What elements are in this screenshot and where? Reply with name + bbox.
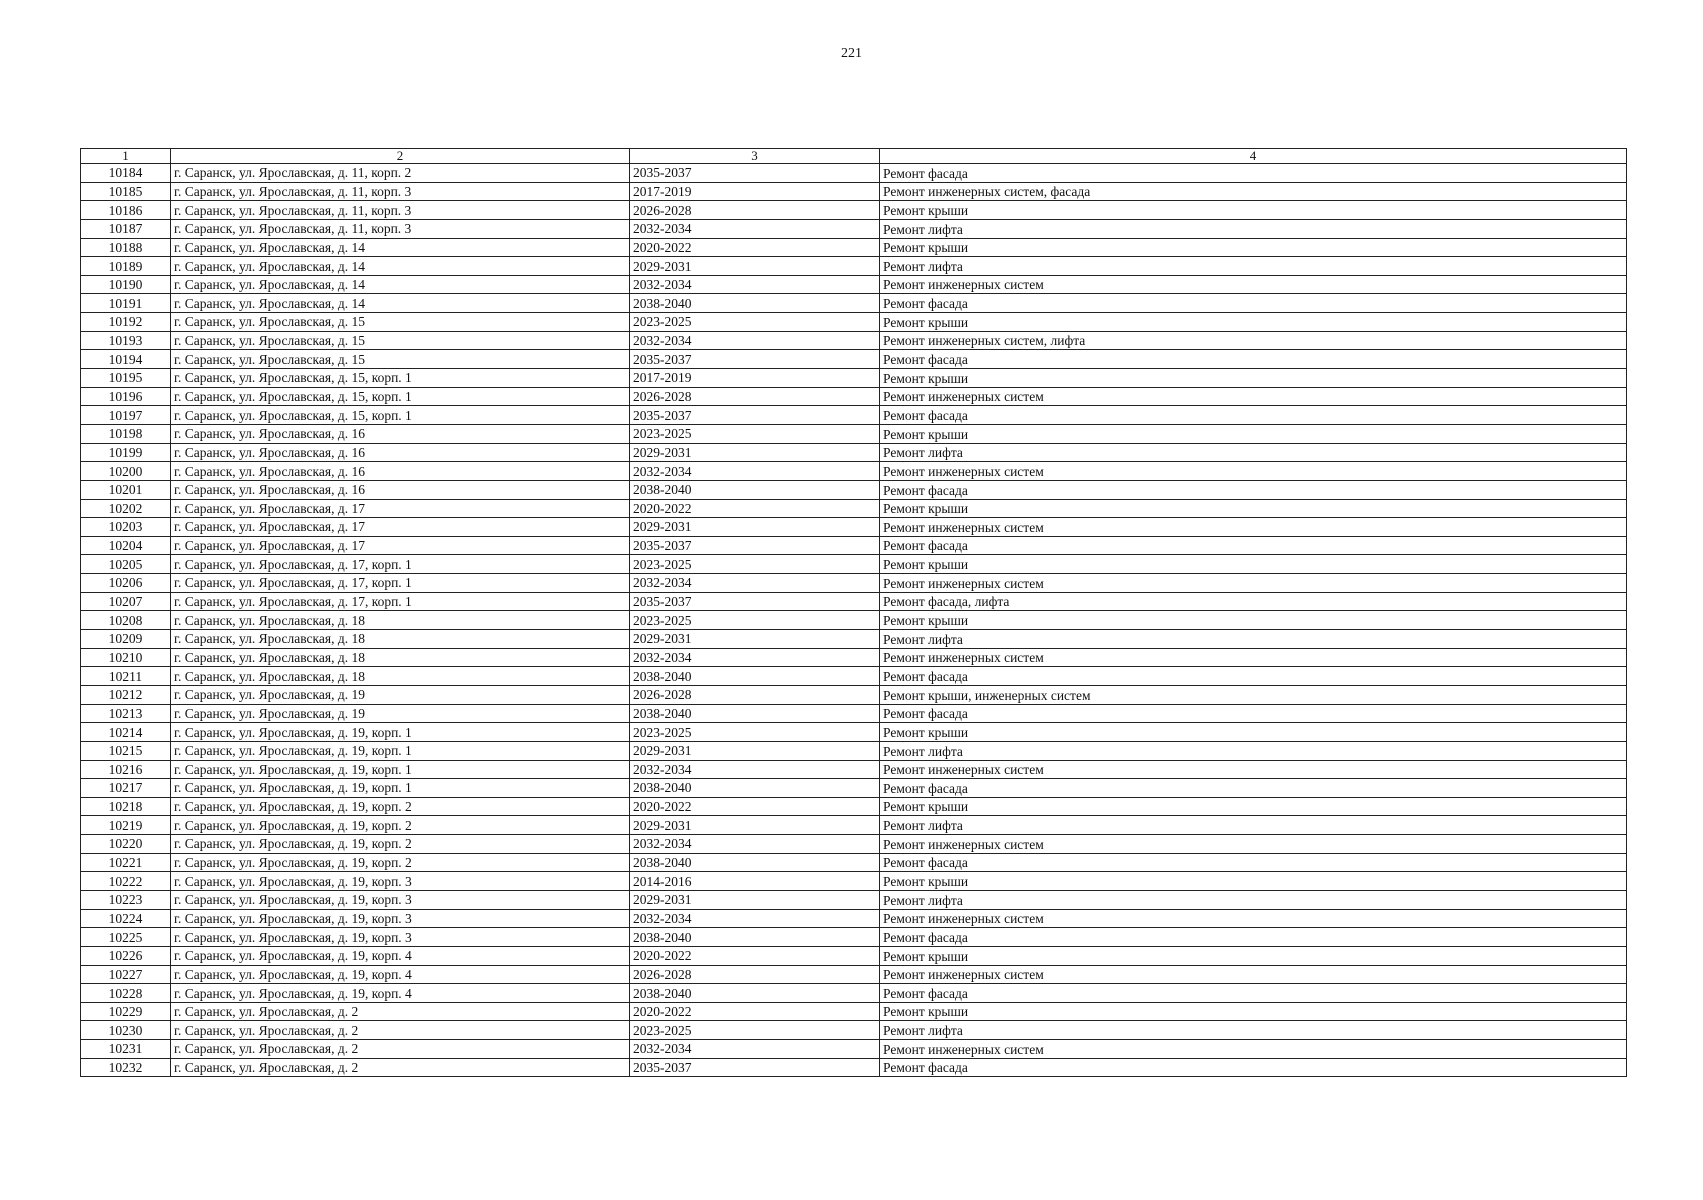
period-cell: 2029-2031 [630, 257, 880, 276]
work-type-cell: Ремонт лифта [880, 741, 1627, 760]
address-cell: г. Саранск, ул. Ярославская, д. 17, корп. 1 [171, 592, 630, 611]
row-number-cell: 10207 [81, 592, 171, 611]
period-cell: 2020-2022 [630, 499, 880, 518]
table-row [81, 685, 1627, 704]
row-number-cell: 10226 [81, 946, 171, 965]
address-cell: г. Саранск, ул. Ярославская, д. 19, корп. 2 [171, 835, 630, 854]
period-cell: 2017-2019 [630, 182, 880, 201]
table-row [81, 630, 1627, 649]
address-cell: г. Саранск, ул. Ярославская, д. 18 [171, 611, 630, 630]
row-number-cell: 10209 [81, 630, 171, 649]
table-row [81, 946, 1627, 965]
work-type-cell: Ремонт фасада [880, 984, 1627, 1003]
row-number-cell: 10227 [81, 965, 171, 984]
work-type-cell: Ремонт фасада [880, 350, 1627, 369]
address-cell: г. Саранск, ул. Ярославская, д. 16 [171, 480, 630, 499]
work-type-cell: Ремонт лифта [880, 816, 1627, 835]
page-number: 221 [841, 46, 862, 61]
work-type-cell: Ремонт лифта [880, 443, 1627, 462]
table-row [81, 872, 1627, 891]
row-number-cell: 10184 [81, 164, 171, 183]
table-row [81, 238, 1627, 257]
row-number-cell: 10211 [81, 667, 171, 686]
row-number-cell: 10204 [81, 536, 171, 555]
address-cell: г. Саранск, ул. Ярославская, д. 14 [171, 238, 630, 257]
period-cell: 2020-2022 [630, 946, 880, 965]
period-cell: 2020-2022 [630, 797, 880, 816]
row-number-cell: 10197 [81, 406, 171, 425]
address-cell: г. Саранск, ул. Ярославская, д. 17 [171, 499, 630, 518]
address-cell: г. Саранск, ул. Ярославская, д. 15, корп. 1 [171, 406, 630, 425]
period-cell: 2035-2037 [630, 1058, 880, 1077]
table-row [81, 1021, 1627, 1040]
table-row [81, 164, 1627, 183]
address-cell: г. Саранск, ул. Ярославская, д. 19, корп. 2 [171, 816, 630, 835]
period-cell: 2023-2025 [630, 723, 880, 742]
row-number-cell: 10231 [81, 1040, 171, 1059]
period-cell: 2026-2028 [630, 201, 880, 220]
work-type-cell: Ремонт инженерных систем [880, 387, 1627, 406]
work-type-cell: Ремонт крыши [880, 555, 1627, 574]
address-cell: г. Саранск, ул. Ярославская, д. 16 [171, 462, 630, 481]
period-cell: 2032-2034 [630, 835, 880, 854]
address-cell: г. Саранск, ул. Ярославская, д. 19, корп. 2 [171, 853, 630, 872]
row-number-cell: 10230 [81, 1021, 171, 1040]
period-cell: 2038-2040 [630, 928, 880, 947]
table-row [81, 536, 1627, 555]
address-cell: г. Саранск, ул. Ярославская, д. 19 [171, 704, 630, 723]
table-row [81, 835, 1627, 854]
work-type-cell: Ремонт инженерных систем [880, 760, 1627, 779]
period-cell: 2038-2040 [630, 853, 880, 872]
address-cell: г. Саранск, ул. Ярославская, д. 19, корп. 1 [171, 760, 630, 779]
period-cell: 2035-2037 [630, 592, 880, 611]
table-row [81, 853, 1627, 872]
row-number-cell: 10195 [81, 369, 171, 388]
address-cell: г. Саранск, ул. Ярославская, д. 17 [171, 518, 630, 537]
table-row [81, 611, 1627, 630]
row-number-cell: 10224 [81, 909, 171, 928]
period-cell: 2026-2028 [630, 387, 880, 406]
work-type-cell: Ремонт крыши, инженерных систем [880, 685, 1627, 704]
row-number-cell: 10229 [81, 1002, 171, 1021]
table-row [81, 574, 1627, 593]
period-cell: 2038-2040 [630, 667, 880, 686]
table-row [81, 294, 1627, 313]
table-row [81, 723, 1627, 742]
work-type-cell: Ремонт фасада [880, 779, 1627, 798]
table-row [81, 350, 1627, 369]
address-cell: г. Саранск, ул. Ярославская, д. 18 [171, 667, 630, 686]
table-row [81, 779, 1627, 798]
table-row [81, 201, 1627, 220]
period-cell: 2029-2031 [630, 443, 880, 462]
period-cell: 2029-2031 [630, 890, 880, 909]
address-cell: г. Саранск, ул. Ярославская, д. 15 [171, 331, 630, 350]
work-type-cell: Ремонт фасада [880, 406, 1627, 425]
address-cell: г. Саранск, ул. Ярославская, д. 11, корп. 3 [171, 182, 630, 201]
address-cell: г. Саранск, ул. Ярославская, д. 19, корп. 2 [171, 797, 630, 816]
work-type-cell: Ремонт крыши [880, 872, 1627, 891]
work-type-cell: Ремонт лифта [880, 630, 1627, 649]
table-row [81, 797, 1627, 816]
address-cell: г. Саранск, ул. Ярославская, д. 19, корп. 3 [171, 909, 630, 928]
work-type-cell: Ремонт крыши [880, 797, 1627, 816]
row-number-cell: 10206 [81, 574, 171, 593]
column-header-2: 2 [171, 149, 630, 164]
table-row [81, 257, 1627, 276]
period-cell: 2023-2025 [630, 424, 880, 443]
work-type-cell: Ремонт крыши [880, 424, 1627, 443]
row-number-cell: 10214 [81, 723, 171, 742]
table-row [81, 1040, 1627, 1059]
column-header-4: 4 [880, 149, 1627, 164]
table-row [81, 369, 1627, 388]
address-cell: г. Саранск, ул. Ярославская, д. 2 [171, 1002, 630, 1021]
work-type-cell: Ремонт лифта [880, 890, 1627, 909]
address-cell: г. Саранск, ул. Ярославская, д. 19, корп. 1 [171, 723, 630, 742]
work-type-cell: Ремонт лифта [880, 1021, 1627, 1040]
row-number-cell: 10212 [81, 685, 171, 704]
address-cell: г. Саранск, ул. Ярославская, д. 2 [171, 1021, 630, 1040]
address-cell: г. Саранск, ул. Ярославская, д. 19, корп. 3 [171, 890, 630, 909]
work-type-cell: Ремонт крыши [880, 499, 1627, 518]
work-type-cell: Ремонт фасада [880, 536, 1627, 555]
table-row [81, 984, 1627, 1003]
table-row [81, 816, 1627, 835]
work-type-cell: Ремонт крыши [880, 611, 1627, 630]
row-number-cell: 10203 [81, 518, 171, 537]
work-type-cell: Ремонт крыши [880, 723, 1627, 742]
row-number-cell: 10213 [81, 704, 171, 723]
row-number-cell: 10223 [81, 890, 171, 909]
column-header-3: 3 [630, 149, 880, 164]
address-cell: г. Саранск, ул. Ярославская, д. 19 [171, 685, 630, 704]
row-number-cell: 10188 [81, 238, 171, 257]
work-type-cell: Ремонт фасада [880, 853, 1627, 872]
row-number-cell: 10232 [81, 1058, 171, 1077]
row-number-cell: 10210 [81, 648, 171, 667]
period-cell: 2032-2034 [630, 574, 880, 593]
table-row [81, 406, 1627, 425]
work-type-cell: Ремонт инженерных систем, фасада [880, 182, 1627, 201]
address-cell: г. Саранск, ул. Ярославская, д. 17 [171, 536, 630, 555]
table-row [81, 890, 1627, 909]
work-type-cell: Ремонт фасада [880, 928, 1627, 947]
period-cell: 2020-2022 [630, 1002, 880, 1021]
address-cell: г. Саранск, ул. Ярославская, д. 15, корп. 1 [171, 369, 630, 388]
table-row [81, 387, 1627, 406]
period-cell: 2017-2019 [630, 369, 880, 388]
work-type-cell: Ремонт крыши [880, 946, 1627, 965]
work-type-cell: Ремонт инженерных систем [880, 1040, 1627, 1059]
table-row [81, 760, 1627, 779]
table-row [81, 313, 1627, 332]
period-cell: 2032-2034 [630, 275, 880, 294]
address-cell: г. Саранск, ул. Ярославская, д. 11, корп. 3 [171, 201, 630, 220]
period-cell: 2029-2031 [630, 630, 880, 649]
address-cell: г. Саранск, ул. Ярославская, д. 17, корп. 1 [171, 555, 630, 574]
table-row [81, 424, 1627, 443]
work-type-cell: Ремонт крыши [880, 201, 1627, 220]
address-cell: г. Саранск, ул. Ярославская, д. 14 [171, 257, 630, 276]
work-type-cell: Ремонт инженерных систем, лифта [880, 331, 1627, 350]
period-cell: 2032-2034 [630, 219, 880, 238]
address-cell: г. Саранск, ул. Ярославская, д. 15 [171, 313, 630, 332]
address-cell: г. Саранск, ул. Ярославская, д. 19, корп. 3 [171, 928, 630, 947]
period-cell: 2023-2025 [630, 611, 880, 630]
table-row [81, 499, 1627, 518]
registry-table [80, 148, 1627, 1077]
row-number-cell: 10185 [81, 182, 171, 201]
row-number-cell: 10201 [81, 480, 171, 499]
work-type-cell: Ремонт инженерных систем [880, 574, 1627, 593]
row-number-cell: 10218 [81, 797, 171, 816]
table-row [81, 182, 1627, 201]
work-type-cell: Ремонт инженерных систем [880, 275, 1627, 294]
period-cell: 2020-2022 [630, 238, 880, 257]
period-cell: 2038-2040 [630, 779, 880, 798]
period-cell: 2035-2037 [630, 164, 880, 183]
work-type-cell: Ремонт фасада [880, 480, 1627, 499]
header-row [81, 149, 1627, 164]
period-cell: 2032-2034 [630, 462, 880, 481]
address-cell: г. Саранск, ул. Ярославская, д. 19, корп. 4 [171, 984, 630, 1003]
work-type-cell: Ремонт лифта [880, 257, 1627, 276]
period-cell: 2032-2034 [630, 1040, 880, 1059]
period-cell: 2023-2025 [630, 313, 880, 332]
work-type-cell: Ремонт инженерных систем [880, 835, 1627, 854]
period-cell: 2035-2037 [630, 406, 880, 425]
table-row [81, 667, 1627, 686]
work-type-cell: Ремонт фасада [880, 1058, 1627, 1077]
work-type-cell: Ремонт крыши [880, 313, 1627, 332]
row-number-cell: 10225 [81, 928, 171, 947]
work-type-cell: Ремонт крыши [880, 1002, 1627, 1021]
address-cell: г. Саранск, ул. Ярославская, д. 19, корп. 4 [171, 965, 630, 984]
period-cell: 2032-2034 [630, 331, 880, 350]
period-cell: 2023-2025 [630, 555, 880, 574]
row-number-cell: 10208 [81, 611, 171, 630]
work-type-cell: Ремонт лифта [880, 219, 1627, 238]
address-cell: г. Саранск, ул. Ярославская, д. 15 [171, 350, 630, 369]
work-type-cell: Ремонт фасада [880, 164, 1627, 183]
period-cell: 2038-2040 [630, 294, 880, 313]
period-cell: 2029-2031 [630, 518, 880, 537]
address-cell: г. Саранск, ул. Ярославская, д. 16 [171, 443, 630, 462]
table-row [81, 704, 1627, 723]
address-cell: г. Саранск, ул. Ярославская, д. 19, корп. 4 [171, 946, 630, 965]
period-cell: 2032-2034 [630, 648, 880, 667]
column-header-1: 1 [81, 149, 171, 164]
table-row [81, 965, 1627, 984]
work-type-cell: Ремонт крыши [880, 369, 1627, 388]
row-number-cell: 10200 [81, 462, 171, 481]
row-number-cell: 10216 [81, 760, 171, 779]
row-number-cell: 10189 [81, 257, 171, 276]
table-row [81, 219, 1627, 238]
table-row [81, 331, 1627, 350]
address-cell: г. Саранск, ул. Ярославская, д. 2 [171, 1040, 630, 1059]
table-row [81, 741, 1627, 760]
row-number-cell: 10191 [81, 294, 171, 313]
table-row [81, 462, 1627, 481]
work-type-cell: Ремонт инженерных систем [880, 648, 1627, 667]
work-type-cell: Ремонт фасада [880, 294, 1627, 313]
work-type-cell: Ремонт инженерных систем [880, 965, 1627, 984]
period-cell: 2035-2037 [630, 536, 880, 555]
address-cell: г. Саранск, ул. Ярославская, д. 19, корп. 1 [171, 741, 630, 760]
table-row [81, 1002, 1627, 1021]
work-type-cell: Ремонт фасада, лифта [880, 592, 1627, 611]
row-number-cell: 10219 [81, 816, 171, 835]
table-body [81, 164, 1627, 1077]
address-cell: г. Саранск, ул. Ярославская, д. 14 [171, 294, 630, 313]
address-cell: г. Саранск, ул. Ярославская, д. 18 [171, 630, 630, 649]
row-number-cell: 10186 [81, 201, 171, 220]
row-number-cell: 10199 [81, 443, 171, 462]
table-row [81, 555, 1627, 574]
table-row [81, 1058, 1627, 1077]
address-cell: г. Саранск, ул. Ярославская, д. 15, корп. 1 [171, 387, 630, 406]
table-row [81, 648, 1627, 667]
address-cell: г. Саранск, ул. Ярославская, д. 16 [171, 424, 630, 443]
row-number-cell: 10192 [81, 313, 171, 332]
address-cell: г. Саранск, ул. Ярославская, д. 19, корп. 1 [171, 779, 630, 798]
address-cell: г. Саранск, ул. Ярославская, д. 11, корп. 2 [171, 164, 630, 183]
period-cell: 2032-2034 [630, 760, 880, 779]
period-cell: 2038-2040 [630, 984, 880, 1003]
period-cell: 2023-2025 [630, 1021, 880, 1040]
period-cell: 2026-2028 [630, 685, 880, 704]
address-cell: г. Саранск, ул. Ярославская, д. 18 [171, 648, 630, 667]
row-number-cell: 10190 [81, 275, 171, 294]
period-cell: 2038-2040 [630, 704, 880, 723]
row-number-cell: 10215 [81, 741, 171, 760]
address-cell: г. Саранск, ул. Ярославская, д. 11, корп. 3 [171, 219, 630, 238]
period-cell: 2038-2040 [630, 480, 880, 499]
period-cell: 2029-2031 [630, 741, 880, 760]
address-cell: г. Саранск, ул. Ярославская, д. 17, корп. 1 [171, 574, 630, 593]
work-type-cell: Ремонт крыши [880, 238, 1627, 257]
table-row [81, 480, 1627, 499]
period-cell: 2032-2034 [630, 909, 880, 928]
table-row [81, 518, 1627, 537]
row-number-cell: 10205 [81, 555, 171, 574]
work-type-cell: Ремонт фасада [880, 667, 1627, 686]
row-number-cell: 10198 [81, 424, 171, 443]
row-number-cell: 10202 [81, 499, 171, 518]
address-cell: г. Саранск, ул. Ярославская, д. 14 [171, 275, 630, 294]
row-number-cell: 10220 [81, 835, 171, 854]
address-cell: г. Саранск, ул. Ярославская, д. 2 [171, 1058, 630, 1077]
period-cell: 2026-2028 [630, 965, 880, 984]
period-cell: 2035-2037 [630, 350, 880, 369]
table-row [81, 592, 1627, 611]
address-cell: г. Саранск, ул. Ярославская, д. 19, корп. 3 [171, 872, 630, 891]
table-row [81, 443, 1627, 462]
table-row [81, 909, 1627, 928]
row-number-cell: 10217 [81, 779, 171, 798]
work-type-cell: Ремонт инженерных систем [880, 909, 1627, 928]
work-type-cell: Ремонт фасада [880, 704, 1627, 723]
row-number-cell: 10196 [81, 387, 171, 406]
period-cell: 2029-2031 [630, 816, 880, 835]
table-row [81, 275, 1627, 294]
table-header [81, 149, 1627, 164]
work-type-cell: Ремонт инженерных систем [880, 518, 1627, 537]
row-number-cell: 10222 [81, 872, 171, 891]
row-number-cell: 10228 [81, 984, 171, 1003]
row-number-cell: 10221 [81, 853, 171, 872]
row-number-cell: 10193 [81, 331, 171, 350]
row-number-cell: 10187 [81, 219, 171, 238]
row-number-cell: 10194 [81, 350, 171, 369]
work-type-cell: Ремонт инженерных систем [880, 462, 1627, 481]
period-cell: 2014-2016 [630, 872, 880, 891]
table-row [81, 928, 1627, 947]
